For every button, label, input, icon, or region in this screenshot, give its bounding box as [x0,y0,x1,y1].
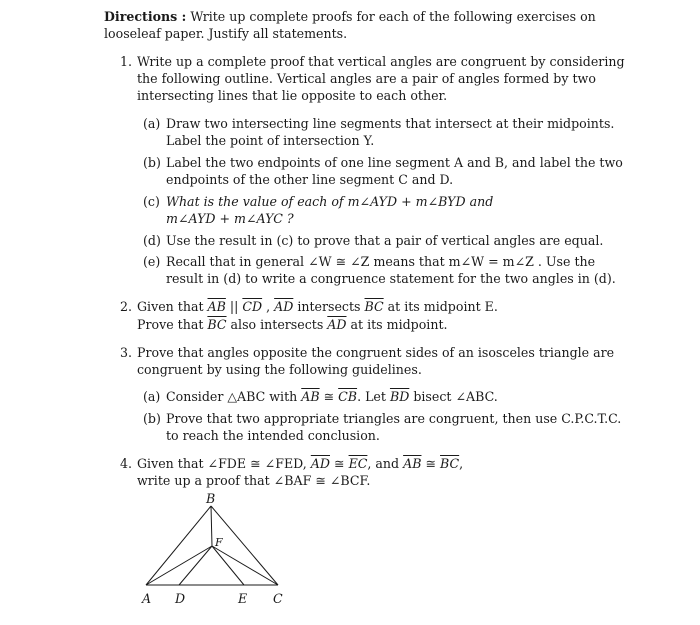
ex3a-tag: (a) [143,389,161,404]
ex3a-text-b: ≅ [319,389,339,404]
ex1d-line-1: Use the result in (c) to prove that a pair of vertical angles are equal. [166,233,604,248]
point-label-d: D [175,591,186,606]
point-label-c: C [273,591,283,606]
ex1c-tag: (c) [143,194,160,209]
segment-bc-4: $\overline{BC}$ [440,456,460,471]
ex1-text-line-1: Write up a complete proof that vertical angles are congruent by considering [137,54,625,69]
ex1b-line-2: endpoints of the other line segment C and D. [166,172,454,187]
ex1a-tag: (a) [143,116,161,131]
ex3-text-line-1: Prove that angles opposite the congruent sides of an isosceles triangle are [137,345,615,360]
ex1d-tag: (d) [143,233,161,248]
ex4-text-d: ≅ [421,456,441,471]
ex3a-text-d: bisect ∠ABC. [409,389,498,404]
segment-a-b [146,506,211,585]
segment-f-c [212,546,278,585]
segment-ad-4: $\overline{AD}$ [310,456,330,471]
ex1e-line-2: result in (d) to write a congruence statement for the two angles in (d). [166,271,616,286]
segment-d-f [179,546,212,585]
ex1b-line-1: Label the two endpoints of one line segment A and B, and label the two [166,155,623,170]
ex2-text-g: also intersects [226,317,328,332]
ex3a-text-c: . Let [357,389,390,404]
ex3b-tag: (b) [143,411,161,426]
ex1-number: 1. [120,54,133,69]
ex2-text-e: at its midpoint E. [383,299,498,314]
segment-a-f [146,546,212,585]
ex4-text-a: Given that ∠FDE ≅ ∠FED, [137,456,311,471]
segment-cd: $\overline{CD}$ [242,299,263,314]
ex4-text-e: , [459,456,464,471]
ex3b-line-2: to reach the intended conclusion. [166,428,380,443]
ex2-text-h: at its midpoint. [346,317,448,332]
ex2-text-d: intersects [293,299,365,314]
directions-label: Directions : [104,9,187,24]
segment-ad: $\overline{AD}$ [274,299,294,314]
segment-bd: $\overline{BD}$ [389,389,410,404]
point-label-e: E [238,591,248,606]
ex2-number: 2. [120,299,133,314]
ex2-text-b: || [225,299,243,314]
ex2-text-c: , [262,299,275,314]
segment-ab: $\overline{AB}$ [207,299,226,314]
ex4-line-2: write up a proof that ∠BAF ≅ ∠BCF. [137,473,371,488]
ex4-number: 4. [120,456,133,471]
ex1-text-line-3: intersecting lines that lie opposite to each other. [137,88,448,103]
segment-ec: $\overline{EC}$ [348,456,368,471]
ex1b-tag: (b) [143,155,161,170]
ex3b-line-1: Prove that two appropriate triangles are congruent, then use C.P.C.T.C. [166,411,622,426]
segment-f-e [212,546,244,585]
segment-b-f [211,506,212,546]
ex1e-line-1: Recall that in general ∠W ≅ ∠Z means that m∠W = m∠Z . Use the [166,254,596,269]
segment-cb: $\overline{CB}$ [338,389,358,404]
directions-text-1: Write up complete proofs for each of the following exercises on [186,9,596,24]
ex3-number: 3. [120,345,133,360]
ex2-text-a: Given that [137,299,208,314]
ex1a-line-1: Draw two intersecting line segments that intersect at their midpoints. [166,116,615,131]
segment-bc-2: $\overline{BC}$ [207,317,227,332]
point-label-b: B [206,491,216,506]
directions-line-2: looseleaf paper. Justify all statements. [104,26,348,41]
point-label-f: F [215,536,223,549]
segment-ab-3: $\overline{AB}$ [301,389,320,404]
ex1e-tag: (e) [143,254,161,269]
ex4-text-b: ≅ [330,456,349,471]
ex2-text-f: Prove that [137,317,208,332]
ex4-text-c: , and [367,456,404,471]
segment-ab-4: $\overline{AB}$ [403,456,422,471]
ex3-text-line-2: congruent by using the following guidelines. [137,362,422,377]
ex3a-text-a: Consider △ABC with [166,389,302,404]
ex1a-line-2: Label the point of intersection Y. [166,133,375,148]
ex1c-line-1: What is the value of each of m∠AYD + m∠BYD and [166,194,494,209]
segment-ad-2: $\overline{AD}$ [327,317,347,332]
ex1-text-line-2: the following outline. Vertical angles are a pair of angles formed by two [137,71,596,86]
segment-bc: $\overline{BC}$ [364,299,384,314]
ex1c-line-2: m∠AYD + m∠AYC ? [166,211,294,226]
point-label-a: A [142,591,152,606]
